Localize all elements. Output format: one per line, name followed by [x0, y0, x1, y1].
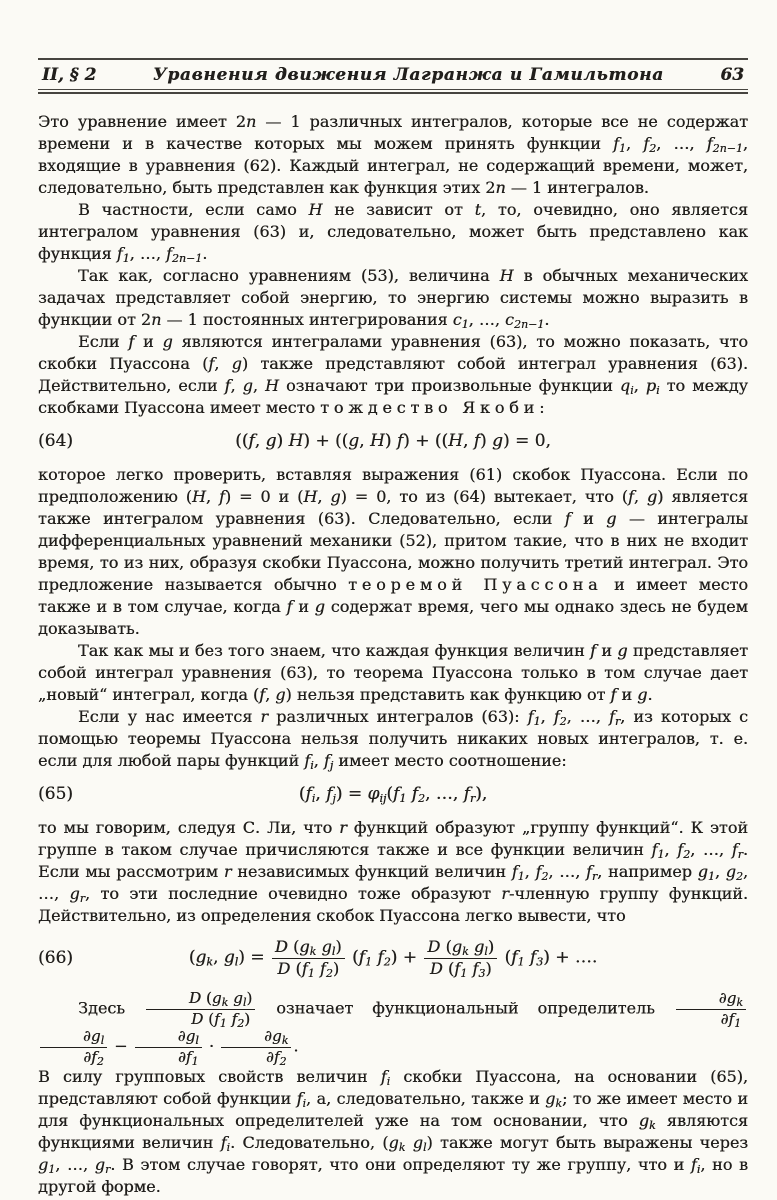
math-variable: f: [248, 431, 255, 451]
math-variable: g: [726, 989, 737, 1008]
math-subscript: r: [469, 792, 476, 805]
math-variable: f: [224, 376, 231, 395]
math-subscript: j: [329, 759, 334, 772]
math-variable: f: [358, 947, 365, 968]
paragraph: Так как, согласно уравнениям (53), величина H в обычных механических задачах представляет собой энергию, то энергию системы можно выразить в функции от 2n — 1 постоянных интегрирования c1, …, c2n−1.: [38, 266, 749, 331]
fraction: $\frac{\partial gk}{\partial f1}$: [676, 990, 746, 1028]
math-subscript: 2n−1: [171, 252, 203, 265]
math-variable: D: [277, 958, 291, 978]
math-subscript: k: [398, 1141, 406, 1155]
paragraph: которое легко проверить, вставляя выражения (61) скобок Пуассона. Если по предположению (H, f) = 0 и (H, g) = 0, то из (64) вытекает, что (f, g) является также интегралом уравнения (63). Следовательно, если f и g — интегралы дифференциальных уравнений механики (52), притом такие, что в них не входит время, то из них, образуя скобки Пуассона, можно получить третий интеграл. Это предложение называется обычно теоремой Пуассона и имеет место также и в том случае, когда f и g содержат время, чего мы однако здесь не будем доказывать.: [38, 465, 749, 638]
paragraph: Здесь $\frac{\text{D (gk gl)}}{D (f1 f2)}$ означает функциональный определитель $\frac{\partial gk}{\partial f1}$ $\frac{\partial gl}{\partial f2}$ − $\frac{\partial gl}{\partial f1}$ · $\frac{\partial gk}{\partial f2}$ .: [38, 990, 748, 1066]
math-subscript: 1: [707, 870, 715, 883]
fraction: $\frac{\text{D (gk gl)}}{D (f1 f3)}$: [424, 938, 497, 978]
math-variable: g: [545, 1089, 556, 1109]
math-subscript: 1: [219, 1016, 227, 1030]
math-subscript: 2: [279, 1054, 287, 1068]
math-variable: D: [274, 937, 288, 956]
math-variable: H: [191, 487, 206, 506]
math-variable: D: [427, 937, 441, 956]
math-variable: g: [697, 862, 708, 881]
math-variable: f: [627, 487, 634, 506]
math-variable: H: [303, 487, 318, 506]
math-subscript: r: [737, 848, 743, 861]
math-variable: n: [151, 310, 162, 329]
math-variable: f: [273, 1047, 280, 1066]
math-variable: g: [185, 1027, 196, 1046]
math-variable: t: [474, 200, 481, 219]
math-variable: f: [643, 134, 650, 153]
math-variable: f: [564, 509, 571, 528]
math-subscript: k: [736, 996, 743, 1010]
math-variable: f: [166, 244, 172, 263]
equation: [38, 783, 748, 805]
math-variable: f: [706, 134, 713, 153]
math-subscript: k: [221, 996, 229, 1010]
math-variable: f: [463, 784, 470, 804]
math-subscript: k: [555, 1097, 563, 1111]
math-variable: f: [511, 947, 518, 968]
math-variable: f: [396, 431, 404, 451]
math-variable: f: [296, 1089, 303, 1109]
math-variable: p: [645, 376, 657, 395]
math-subscript: k: [649, 1119, 656, 1133]
math-subscript: l: [234, 955, 239, 969]
math-variable: f: [677, 840, 684, 859]
math-variable: H: [288, 431, 304, 451]
math-variable: f: [380, 1067, 387, 1087]
math-variable: f: [392, 784, 400, 804]
math-subscript: 2: [96, 1054, 104, 1068]
math-variable: f: [304, 751, 311, 770]
math-subscript: l: [100, 1034, 105, 1048]
equation-number: (65): [38, 784, 73, 804]
math-variable: f: [613, 134, 619, 153]
equation-number: (64): [38, 431, 73, 451]
math-subscript: 2: [559, 715, 567, 728]
math-variable: f: [411, 784, 418, 804]
math-variable: g: [211, 989, 222, 1008]
fraction: $\frac{\text{D (gk gl)}}{D (f1 f2)}$: [272, 938, 345, 978]
math-variable: f: [472, 958, 479, 978]
header-double-rule: [38, 90, 748, 94]
math-variable: f: [214, 1009, 220, 1028]
equation: [38, 938, 748, 978]
math-variable: f: [231, 1009, 238, 1028]
math-subscript: k: [206, 955, 213, 969]
math-variable: f: [608, 707, 615, 726]
math-variable: g: [275, 685, 286, 704]
math-subscript: i: [630, 384, 634, 397]
math-variable: g: [638, 1111, 650, 1131]
math-variable: g: [233, 989, 243, 1008]
math-subscript: l: [484, 945, 488, 958]
math-variable: f: [527, 707, 534, 726]
paragraph: В частности, если само H не зависит от t, то, очевидно, оно является интегралом уравнения (63) и, следовательно, может быть представлено как функция f1, …, f2n−1.: [38, 200, 748, 265]
math-subscript: i: [302, 1097, 306, 1111]
page-body: [38, 111, 748, 1198]
math-variable: f: [535, 862, 542, 881]
math-subscript: 2: [649, 142, 657, 155]
paragraph: Если f и g являются интегралами уравнения (63), то можно показать, что скобки Пуассона (f, g) также представляют собой интеграл уравнения (63). Действительно, если f, g, H означают три произвольные функции qi, pi то между скобками Пуассона имеет место тождество Якоби:: [38, 332, 749, 417]
math-variable: H: [369, 431, 385, 451]
math-variable: c: [505, 310, 514, 329]
math-variable: H: [264, 376, 279, 395]
math-subscript: 1: [460, 966, 468, 980]
math-variable: g: [725, 862, 736, 881]
math-variable: f: [220, 1133, 227, 1153]
math-variable: f: [91, 1047, 97, 1066]
paragraph: Так как мы и без того знаем, что каждая функция величин f и g представляет собой интеграл уравнения (63), то теорема Пуассона только в том случае дает „новый“ интеграл, когда (f, g) нельзя представить как функцию от f и g.: [38, 641, 748, 704]
math-variable: f: [728, 1009, 735, 1028]
math-variable: g: [412, 1133, 423, 1153]
math-variable: f: [690, 1155, 697, 1175]
math-variable: g: [637, 685, 648, 704]
math-variable: g: [321, 937, 332, 956]
math-subscript: l: [331, 945, 336, 958]
math-variable: g: [473, 937, 485, 956]
math-subscript: r: [79, 892, 85, 905]
math-variable: c: [452, 310, 462, 329]
math-variable: r: [339, 818, 347, 837]
math-subscript: 3: [536, 955, 544, 969]
math-variable: f: [473, 431, 480, 451]
running-header: [38, 58, 748, 90]
math-subscript: 2n−1: [513, 318, 545, 331]
math-variable: r: [501, 884, 509, 903]
math-subscript: 1: [399, 792, 407, 805]
math-subscript: k: [462, 945, 469, 958]
math-variable: g: [617, 641, 628, 660]
math-variable: H: [448, 431, 463, 451]
math-subscript: 2: [735, 870, 743, 883]
math-variable: D: [191, 1009, 204, 1028]
math-subscript: r: [104, 1163, 111, 1177]
equation-body: (gk, gl) = $\frac{\text{D (gk gl)}}{D (f1 f2)}$ (f1 f2) + $\frac{\text{D (gk gl)}}{D (f1 f3)}$ (f1 f3) + ….: [188, 937, 598, 980]
math-variable: g: [330, 487, 341, 506]
math-subscript: 2: [237, 1016, 245, 1030]
math-variable: H: [499, 266, 514, 285]
math-variable: g: [69, 884, 80, 903]
math-variable: g: [271, 1027, 282, 1046]
math-variable: f: [286, 597, 293, 616]
math-subscript: 1: [657, 848, 665, 861]
equation: [38, 430, 748, 452]
math-variable: f: [218, 487, 225, 506]
math-subscript: 1: [517, 870, 525, 883]
math-subscript: 1: [517, 955, 525, 969]
math-subscript: k: [309, 945, 317, 958]
math-variable: g: [348, 431, 360, 451]
fraction: $\frac{\partial gl}{\partial f2}$: [40, 1028, 107, 1066]
math-variable: f: [301, 958, 308, 978]
math-subscript: i: [310, 759, 314, 772]
fraction: $\frac{\partial gl}{\partial f1}$: [135, 1028, 202, 1066]
math-variable: f: [326, 784, 333, 804]
paragraph: то мы говорим, следуя С. Ли, что r функций образуют „группу функций“. К этой группе в таком случае причисляются также и все функции величин f1, f2, …, fr. Если мы рассмотрим r независимых функций величин f1, f2, …, fr, например g1, g2, …, gr, то эти последние очевидно тоже образуют r-членную группу функций. Действительно, из определения скобок Пуассона легко вывести, что: [38, 818, 749, 925]
paragraph: Если у нас имеется r различных интегралов (63): f1, f2, …, fr, из которых с помощью теоремы Пуассона нельзя получить никаких новых интегралов, т. е. если для любой пары функций fi, fj имеет место соотношение:: [38, 707, 749, 772]
math-subscript: 1: [307, 966, 315, 980]
math-variable: g: [90, 1027, 101, 1046]
math-variable: g: [646, 487, 658, 506]
math-subscript: 2: [325, 966, 333, 980]
math-variable: g: [314, 597, 325, 616]
math-subscript: ij: [379, 792, 387, 805]
math-variable: g: [195, 947, 207, 968]
math-subscript: 1: [364, 955, 372, 969]
math-subscript: 3: [478, 966, 486, 980]
math-variable: f: [454, 958, 461, 978]
emphasized-term: теоремой Пуассона: [348, 575, 603, 594]
math-subscript: j: [332, 792, 336, 805]
math-subscript: r: [591, 870, 598, 883]
math-variable: f: [259, 685, 266, 704]
math-variable: f: [553, 707, 560, 726]
math-variable: f: [323, 751, 330, 770]
math-variable: n: [245, 112, 257, 131]
math-variable: f: [185, 1047, 192, 1066]
math-subscript: i: [656, 384, 660, 397]
fraction: $\frac{\text{D (gk gl)}}{D (f1 f2)}$: [146, 990, 255, 1028]
paragraph: В силу групповых свойств величин fi скобки Пуассона, на основании (65), представляют собой функции fi, а, следовательно, также и gk; то же имеет место и для функциональных определителей уже на том основании, что gk являются функциями величин fi. Следовательно, (gk gl) также могут быть выражены через g1, …, gr. В этом случае говорят, что они определяют ту же группу, что и fi, но в другой форме.: [38, 1067, 749, 1197]
math-subscript: 1: [619, 142, 626, 155]
fraction: $\frac{\partial gk}{\partial f2}$: [221, 1028, 291, 1066]
math-subscript: 1: [533, 715, 541, 728]
math-subscript: l: [422, 1141, 427, 1155]
math-subscript: i: [696, 1163, 701, 1177]
paragraph: Это уравнение имеет 2n — 1 различных интегралов, которые все не содержат времени и в качестве которых мы можем принять функции f1, f2, …, f2n−1, входящие в уравнения (62). Каждый интеграл, не содержащий времени, может, следовательно, быть представлен как функция этих 2n — 1 интегралов.: [38, 112, 748, 197]
math-variable: f: [731, 840, 738, 859]
math-variable: g: [162, 332, 173, 351]
math-subscript: 2: [383, 955, 391, 969]
math-variable: g: [94, 1155, 105, 1175]
math-variable: g: [492, 431, 503, 451]
math-subscript: 2: [683, 848, 691, 861]
math-variable: r: [223, 862, 232, 881]
math-variable: D: [188, 989, 202, 1008]
equation-body: (fi, fj) = φij(f1 f2, …, fr),: [298, 784, 488, 805]
math-variable: g: [265, 431, 277, 451]
math-subscript: 1: [122, 252, 130, 265]
math-variable: g: [242, 376, 253, 395]
math-variable: g: [299, 937, 310, 956]
math-variable: f: [128, 332, 135, 351]
emphasized-term: тождество Якоби: [320, 398, 540, 417]
math-variable: f: [116, 244, 123, 263]
math-variable: n: [495, 178, 506, 197]
math-variable: f: [208, 354, 215, 373]
math-subscript: 1: [461, 318, 469, 331]
math-subscript: r: [614, 715, 621, 728]
math-variable: f: [319, 958, 326, 978]
equation-number: (66): [38, 948, 73, 969]
math-variable: g: [606, 509, 617, 528]
math-variable: g: [388, 1133, 399, 1153]
math-variable: r: [260, 707, 269, 726]
math-variable: g: [231, 354, 242, 373]
math-variable: g: [38, 1155, 49, 1175]
math-subscript: i: [311, 792, 316, 805]
math-subscript: 2n−1: [712, 142, 743, 155]
header-page-number: 63: [720, 65, 744, 85]
math-subscript: i: [226, 1141, 231, 1155]
math-variable: D: [429, 958, 443, 978]
math-variable: f: [377, 947, 384, 968]
header-chapter-title: Уравнения движения Лагранжа и Гамильтона: [152, 65, 664, 85]
math-variable: g: [223, 947, 235, 968]
math-subscript: 1: [48, 1163, 56, 1177]
math-subscript: l: [242, 996, 247, 1010]
equation-body: ((f, g) H) + ((g, H) f) + ((H, f) g) = 0,: [235, 431, 551, 451]
math-subscript: 2: [541, 870, 549, 883]
math-subscript: 1: [191, 1054, 199, 1068]
header-section-number: II, § 2: [42, 65, 97, 85]
math-variable: g: [451, 937, 463, 956]
math-variable: f: [511, 862, 518, 881]
math-variable: H: [308, 200, 323, 219]
math-subscript: k: [281, 1034, 289, 1048]
math-variable: f: [590, 641, 596, 660]
math-variable: f: [651, 840, 658, 859]
math-subscript: 2: [417, 792, 425, 805]
math-variable: φ: [367, 784, 380, 804]
math-variable: q: [619, 376, 631, 395]
math-variable: f: [529, 947, 537, 968]
math-subscript: 1: [734, 1016, 742, 1030]
math-subscript: l: [195, 1034, 199, 1048]
math-subscript: i: [386, 1075, 391, 1089]
math-variable: f: [305, 784, 312, 804]
math-variable: f: [585, 862, 592, 881]
math-variable: f: [610, 685, 617, 704]
